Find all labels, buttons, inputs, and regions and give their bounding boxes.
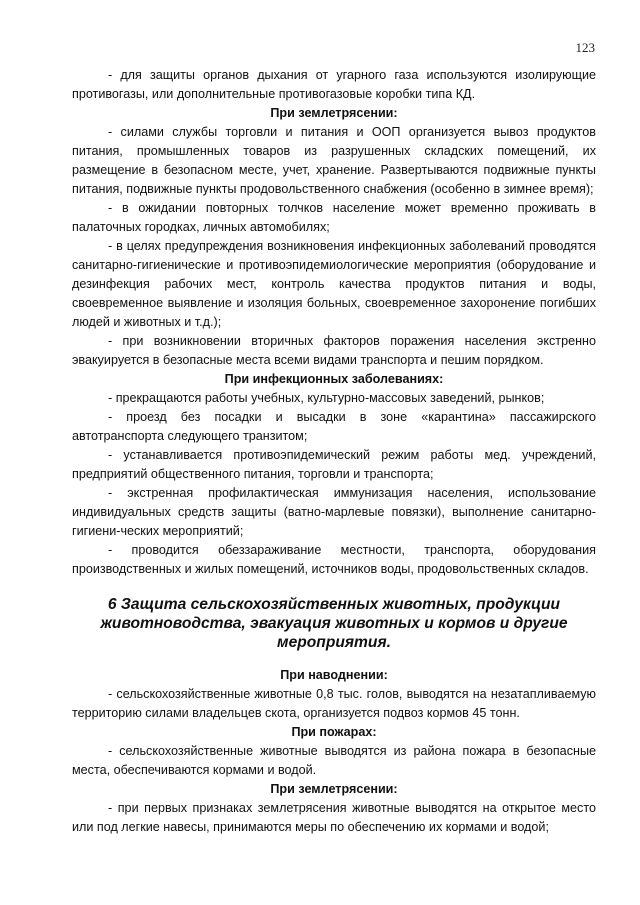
subheading: При инфекционных заболеваниях: <box>224 372 444 386</box>
paragraph: - прекращаются работы учебных, культурно-массовых заведений, рынков; <box>108 391 545 405</box>
paragraph: - в ожидании повторных толчков население может временно проживать в палаточных городках, личных автомобилях; <box>72 201 596 234</box>
paragraph: - проводится обеззараживание местности, транспорта, оборудования производственных и жилых помещений, источников воды, продовольственных складов. <box>72 543 596 576</box>
paragraph: - сельскохозяйственные животные выводятся из района пожара в безопасные места, обеспечиваются кормами и водой. <box>72 744 596 777</box>
page-content <box>72 66 596 837</box>
paragraph: - при первых признаках землетрясения животные выводятся на открытое место или под легкие навесы, принимаются меры по обеспечению их кормами и водой; <box>72 801 596 834</box>
subheading: При наводнении: <box>280 668 388 682</box>
paragraph: - сельскохозяйственные животные 0,8 тыс. голов, выводятся на незатапливаемую территорию силами владельцев скота, организуется подвоз кормов 45 тонн. <box>72 687 596 720</box>
paragraph: - проезд без посадки и высадки в зоне «карантина» пассажирского автотранспорта следующего транзитом; <box>72 410 596 443</box>
subheading: При землетрясении: <box>270 106 398 120</box>
paragraph: - при возникновении вторичных факторов поражения населения экстренно эвакуируется в безопасные места всеми видами транспорта и пешим порядком. <box>72 334 596 367</box>
page-number: 123 <box>575 40 595 55</box>
paragraph: - устанавливается противоэпидемический режим работы мед. учреждений, предприятий общественного питания, торговли и транспорта; <box>72 448 596 481</box>
subheading: При землетрясении: <box>270 782 398 796</box>
section-heading: 6 Защита сельскохозяйственных животных, продукции животноводства, эвакуация животных и кормов и другие мероприятия. <box>100 596 568 651</box>
paragraph: - силами службы торговли и питания и ООП организуется вывоз продуктов питания, промышленных товаров из разрушенных складских помещений, их размещение в безопасном месте, учет, хранение. Развертываются подвижные пункты питания, подвижные пункты продовольственного снабжения (особенно в зимнее время); <box>72 125 596 196</box>
subheading: При пожарах: <box>291 725 377 739</box>
paragraph: - в целях предупреждения возникновения инфекционных заболеваний проводятся санитарно-гигиенические и противоэпидемиологические мероприятия (оборудование и дезинфекция рабочих мест, контроль качества продуктов питания и воды, своевременное выявление и изоляция больных, своевременное захоронение погибших людей и животных и т.д.); <box>72 239 596 329</box>
paragraph: - экстренная профилактическая иммунизация населения, использование индивидуальных средств защиты (ватно-марлевые повязки), выполнение санитарно-гигиени-ческих мероприятий; <box>72 486 596 538</box>
paragraph: - для защиты органов дыхания от угарного газа используются изолирующие противогазы, или дополнительные противогазовые коробки типа КД. <box>72 68 596 101</box>
